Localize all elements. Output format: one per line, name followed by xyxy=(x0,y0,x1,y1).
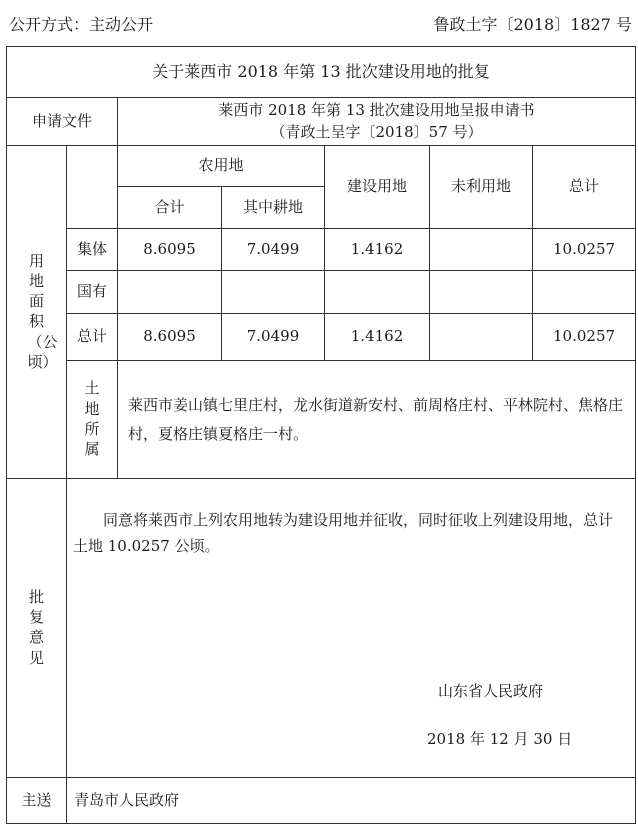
row-label: 总计 xyxy=(67,314,118,361)
approval-label xyxy=(7,479,67,778)
cell-total xyxy=(533,271,636,314)
application-line-2: （青政土呈字〔2018〕57 号） xyxy=(270,122,483,141)
approval-form-table xyxy=(6,46,636,824)
header-total: 总计 xyxy=(533,146,636,229)
cell-cultivated: 7.0499 xyxy=(222,229,325,271)
land-area-label-text: 用地面积（公顷） xyxy=(27,251,58,371)
land-area-label xyxy=(7,146,67,479)
table-row xyxy=(7,314,636,361)
header-construction: 建设用地 xyxy=(325,146,430,229)
cell-construction: 1.4162 xyxy=(325,229,430,271)
approval-text: 同意将莱西市上列农用地转为建设用地并征收，同时征收上列建设用地，总计土地 10.0257 公顷。 xyxy=(73,511,614,556)
disclosure-mode: 公开方式：主动公开 xyxy=(9,15,154,34)
header-cultivated: 其中耕地 xyxy=(222,187,325,229)
row-label: 国有 xyxy=(67,271,118,314)
cell-unused xyxy=(430,314,533,361)
cell-farm-total: 8.6095 xyxy=(118,314,222,361)
application-line-1: 莱西市 2018 年第 13 批次建设用地呈报申请书 xyxy=(218,100,535,119)
table-row xyxy=(7,229,636,271)
header-unused: 未利用地 xyxy=(430,146,533,229)
ownership-label-text: 土地所属 xyxy=(84,379,100,458)
cell-construction xyxy=(325,271,430,314)
document-number: 鲁政土字〔2018〕1827 号 xyxy=(433,15,632,34)
row-label: 集体 xyxy=(67,229,118,271)
cell-construction: 1.4162 xyxy=(325,314,430,361)
ownership-label xyxy=(67,361,118,479)
cell-total: 10.0257 xyxy=(533,229,636,271)
cell-cultivated: 7.0499 xyxy=(222,314,325,361)
header-farmland: 农用地 xyxy=(118,146,325,187)
header-blank xyxy=(67,146,118,229)
cell-unused xyxy=(430,271,533,314)
application-label: 申请文件 xyxy=(7,98,118,146)
header-farm-subtotal: 合计 xyxy=(118,187,222,229)
application-document xyxy=(118,98,636,146)
cell-farm-total xyxy=(118,271,222,314)
approval-opinion xyxy=(67,479,636,778)
approval-date: 2018 年 12 月 30 日 xyxy=(427,730,573,748)
land-ownership: 莱西市姜山镇七里庄村，龙水街道新安村、前周格庄村、平林院村、焦格庄村，夏格庄镇夏格庄一村。 xyxy=(118,361,636,479)
recipient-value: 青岛市人民政府 xyxy=(67,778,636,824)
cell-total: 10.0257 xyxy=(533,314,636,361)
cell-farm-total: 8.6095 xyxy=(118,229,222,271)
approval-signer: 山东省人民政府 xyxy=(438,682,544,700)
table-row xyxy=(7,271,636,314)
recipient-label: 主送 xyxy=(7,778,67,824)
cell-cultivated xyxy=(222,271,325,314)
cell-unused xyxy=(430,229,533,271)
document-title: 关于莱西市 2018 年第 13 批次建设用地的批复 xyxy=(7,47,636,98)
approval-label-text: 批复意见 xyxy=(28,587,44,667)
